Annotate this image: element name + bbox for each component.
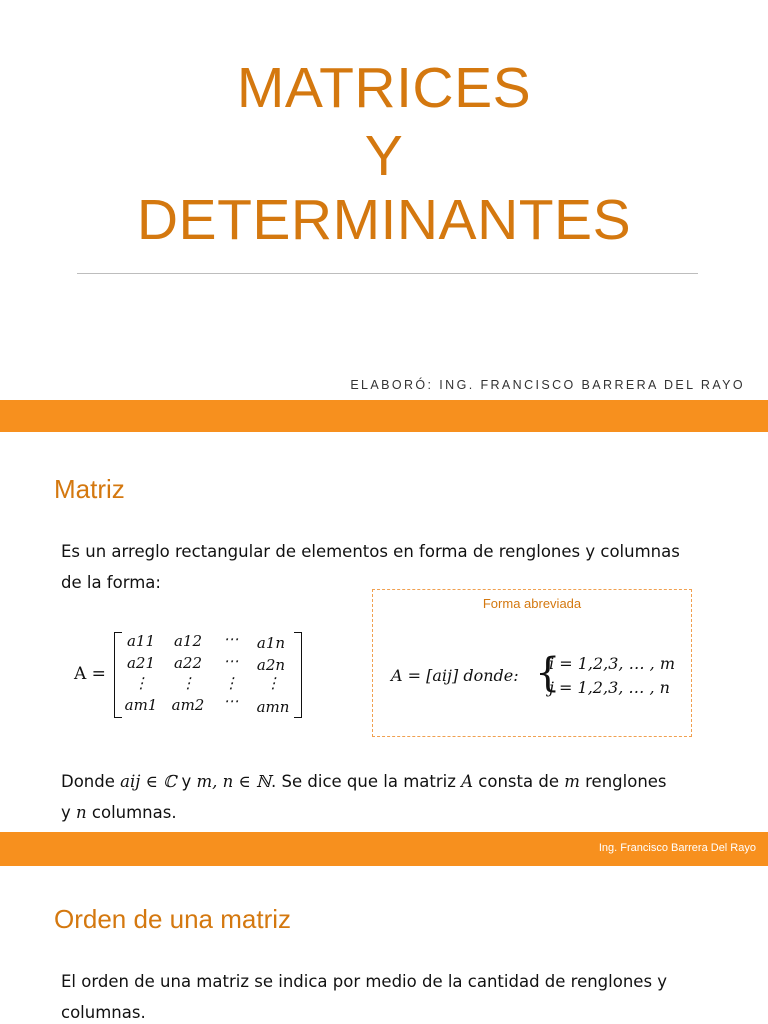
matrix-lhs: A =	[74, 664, 106, 684]
matrix-cell: a21	[126, 654, 156, 672]
matrix-cell: ⋮	[180, 674, 196, 692]
orden-line-1: El orden de una matriz se indica por medio de la cantidad de renglones y	[61, 972, 668, 991]
donde-line-2	[61, 797, 711, 828]
matrix-cell: a1n	[256, 634, 286, 652]
author-credit: ELABORÓ: ING. FRANCISCO BARRERA DEL RAYO	[350, 378, 745, 392]
orden-slide	[0, 866, 768, 1024]
abbreviated-form-label: Forma abreviada	[482, 596, 582, 611]
condition-i: i = 1,2,3, … , m	[549, 654, 676, 673]
matrix-cell: ⋮	[223, 674, 239, 692]
abbreviated-equation: A = [aij] donde:	[391, 666, 519, 685]
donde-line-1	[61, 766, 711, 797]
title-line-3: DETERMINANTES	[136, 188, 632, 252]
abbreviated-form-box	[372, 589, 692, 737]
donde-paragraph	[61, 766, 711, 828]
matrix-cell: ⋯	[223, 630, 239, 648]
slide-heading-matriz: Matriz	[54, 474, 125, 504]
matrix-cell: a12	[173, 632, 203, 650]
orden-line-2: columnas.	[61, 1003, 146, 1022]
matrix-cell: a22	[173, 654, 203, 672]
title-slide	[0, 0, 768, 400]
slide-heading-orden: Orden de una matriz	[54, 904, 292, 934]
matrix-cell: am1	[124, 696, 158, 714]
donde-text: y	[176, 772, 197, 791]
orden-paragraph	[61, 966, 711, 1024]
donde-text: columnas.	[86, 803, 177, 822]
orange-band-footer	[0, 832, 768, 866]
donde-text: consta de	[473, 772, 565, 791]
matrix-cell: am2	[171, 696, 205, 714]
donde-text: y	[61, 803, 77, 822]
matrix-cell: ⋮	[133, 674, 149, 692]
definition-line-1: Es un arreglo rectangular de elementos en forma de renglones y columnas	[61, 542, 680, 561]
matrix-cell: ⋮	[265, 674, 281, 692]
orange-band-top	[0, 400, 768, 432]
title-divider	[77, 273, 698, 274]
donde-math: m, n ∈ ℕ	[196, 772, 272, 791]
donde-math: m	[564, 772, 580, 791]
matrix-cell: amn	[256, 698, 290, 716]
matrix-cell: ⋯	[223, 692, 239, 710]
matrix-cell: a2n	[256, 656, 286, 674]
donde-math: A	[461, 772, 474, 791]
donde-text: renglones	[579, 772, 667, 791]
left-brace-icon: {	[535, 650, 561, 696]
title-line-2: Y	[364, 124, 404, 188]
matriz-slide	[0, 432, 768, 832]
matrix-cell: a11	[126, 632, 156, 650]
slide-footer-author: Ing. Francisco Barrera Del Rayo	[598, 842, 756, 854]
condition-j: j = 1,2,3, … , n	[549, 678, 670, 697]
definition-line-2: de la forma:	[61, 573, 161, 592]
donde-math: aij ∈ ℂ	[120, 772, 177, 791]
title-line-1: MATRICES	[236, 56, 532, 120]
matrix-cell: ⋯	[223, 652, 239, 670]
donde-text: . Se dice que la matriz	[271, 772, 462, 791]
donde-math: n	[76, 803, 87, 822]
general-matrix	[74, 628, 314, 724]
donde-text: Donde	[61, 772, 121, 791]
